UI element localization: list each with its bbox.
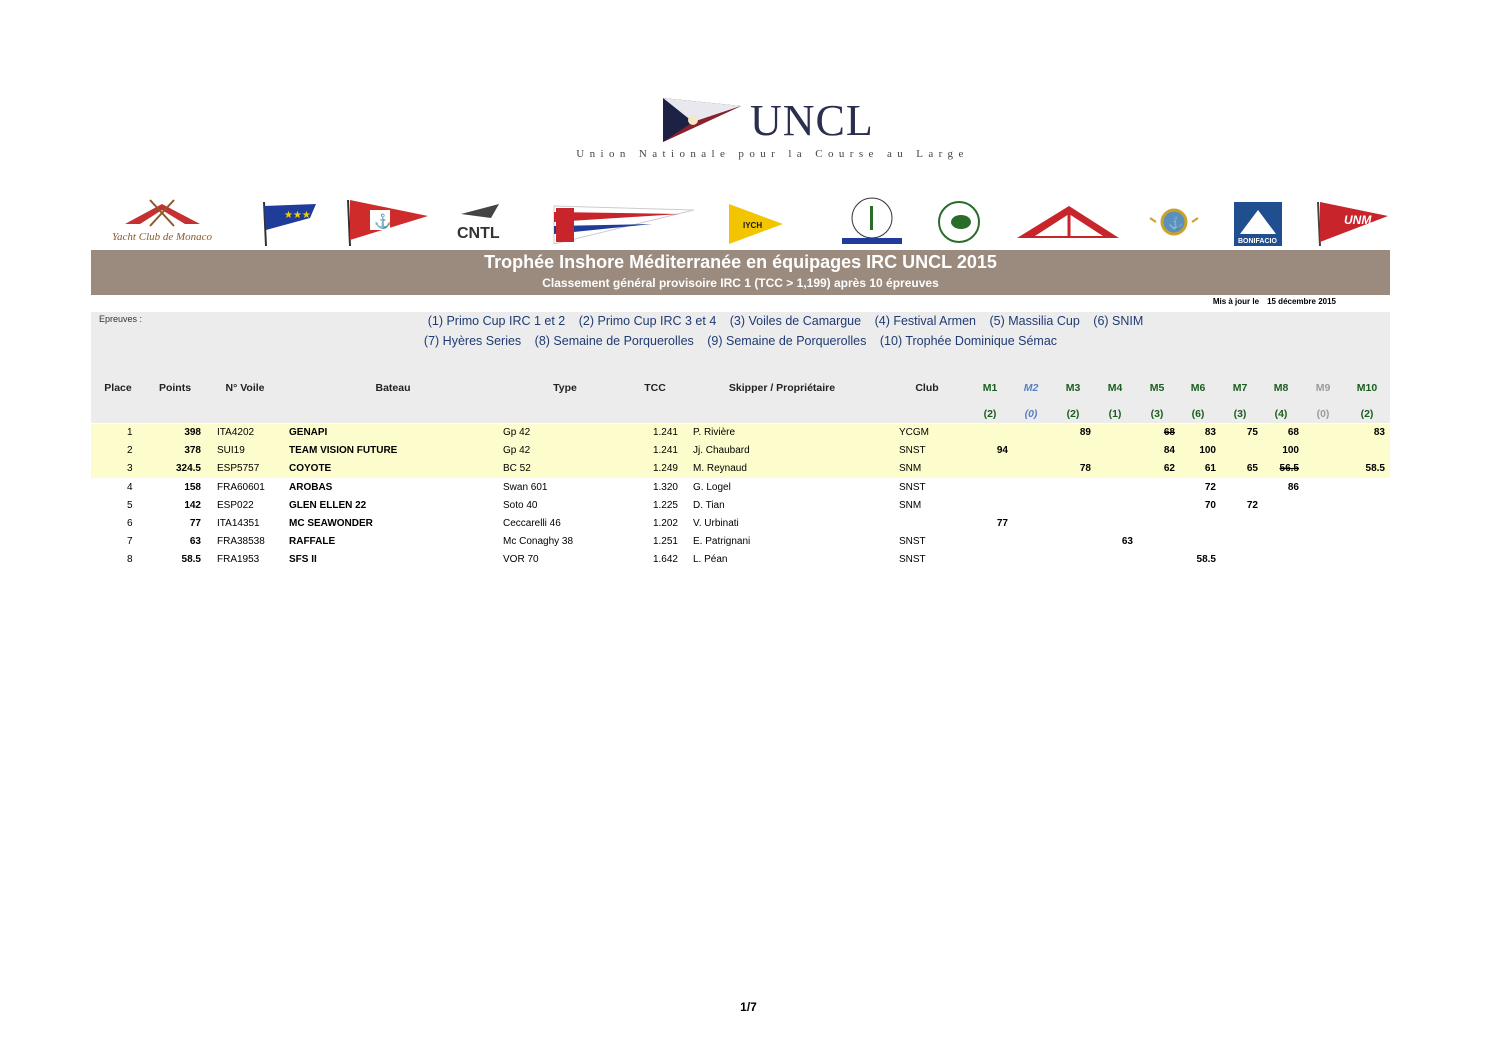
cell-tcc: 1.642 — [652, 554, 678, 566]
header-manche-6: M6 — [1190, 382, 1206, 394]
header-tcc: TCC — [644, 382, 666, 394]
uncl-burgee-icon — [663, 98, 743, 144]
cell-points: 158 — [184, 481, 201, 493]
cell-bateau: SFS II — [289, 554, 317, 566]
svg-text:★★★: ★★★ — [284, 210, 311, 221]
cell-bateau: TEAM VISION FUTURE — [289, 445, 398, 457]
cell-type: Swan 601 — [503, 481, 548, 493]
events-line-2 — [91, 334, 1390, 348]
manche-count-3: (2) — [1066, 408, 1080, 420]
svg-text:UNM: UNM — [1344, 213, 1372, 227]
manche-count-1: (2) — [983, 408, 997, 420]
header-skipper: Skipper / Propriétaire — [728, 382, 836, 394]
uncl-logo — [535, 96, 1010, 168]
cell-skipper: M. Reynaud — [693, 463, 747, 475]
cell-voile: ITA4202 — [217, 427, 255, 438]
table-row — [91, 479, 1390, 497]
header-manche-10: M10 — [1356, 382, 1378, 394]
cell-score-m6: 58.5 — [1196, 554, 1216, 566]
cell-club: SNM — [899, 499, 922, 511]
cell-place: 5 — [127, 499, 133, 511]
svg-text:⚓: ⚓ — [1168, 216, 1183, 230]
anchor-red-burgee-icon — [340, 196, 432, 248]
cell-score-m6: 100 — [1199, 445, 1216, 457]
club-burgees-row — [100, 196, 1390, 250]
cell-type: BC 52 — [503, 463, 531, 475]
cell-score-m1: 77 — [996, 518, 1008, 529]
table-row — [91, 497, 1390, 515]
header-manche-7: M7 — [1232, 382, 1248, 394]
cell-club: SNM — [899, 463, 922, 475]
cntl-logo-icon — [455, 200, 517, 248]
cell-place: 3 — [127, 463, 133, 475]
cell-type: Soto 40 — [503, 499, 538, 511]
table-row — [91, 551, 1390, 569]
cell-type: VOR 70 — [503, 554, 539, 566]
svg-text:IYCH: IYCH — [743, 221, 763, 230]
event-1: (1) Primo Cup IRC 1 et 2 — [427, 314, 566, 328]
event-9: (9) Semaine de Porquerolles — [707, 334, 867, 348]
header-manche-1: M1 — [982, 382, 998, 394]
cell-place: 1 — [127, 427, 133, 438]
manche-count-10: (2) — [1360, 408, 1374, 420]
anchor-emblem-icon — [1148, 198, 1200, 248]
header-manche-2: M2 — [1023, 382, 1039, 394]
cell-score-m8: 100 — [1282, 445, 1299, 457]
page-title: Trophée Inshore Méditerranée en équipages IRC UNCL 2015 — [484, 252, 997, 272]
cell-place: 8 — [127, 554, 133, 566]
cell-score-m8: 68 — [1287, 427, 1299, 438]
svg-text:BONIFACIO: BONIFACIO — [1238, 238, 1277, 245]
semaine-porquerolles-logo-icon — [838, 196, 906, 248]
cell-skipper: E. Patrignani — [693, 536, 751, 548]
cell-skipper: V. Urbinati — [693, 518, 739, 529]
manche-count-7: (3) — [1233, 408, 1247, 420]
cell-score-m10: 83 — [1373, 427, 1385, 438]
title-banner — [91, 250, 1390, 295]
cell-score-m7: 65 — [1246, 463, 1258, 475]
cell-bateau: MC SEAWONDER — [289, 518, 373, 529]
cell-points: 77 — [189, 518, 201, 529]
cell-voile: FRA60601 — [217, 481, 265, 493]
cell-bateau: COYOTE — [289, 463, 332, 475]
header-manche-5: M5 — [1149, 382, 1165, 394]
cell-tcc: 1.251 — [652, 536, 678, 548]
logo-name: UNCL — [750, 96, 874, 145]
cell-skipper: D. Tian — [693, 499, 725, 511]
cell-score-m6: 83 — [1204, 427, 1216, 438]
cell-points: 324.5 — [175, 463, 201, 475]
cell-score-m3: 89 — [1079, 427, 1091, 438]
cell-score-m5: 84 — [1163, 445, 1175, 457]
manche-count-5: (3) — [1150, 408, 1164, 420]
cell-type: Gp 42 — [503, 445, 531, 457]
cell-voile: ITA14351 — [217, 518, 260, 529]
cell-score-m5: 62 — [1163, 463, 1175, 475]
blue-white-red-burgee-icon — [552, 204, 697, 244]
cell-skipper: G. Logel — [693, 481, 731, 493]
cell-voile: ESP022 — [217, 499, 254, 511]
cell-place: 7 — [127, 536, 133, 548]
cell-points: 398 — [184, 427, 201, 438]
manche-count-4: (1) — [1108, 408, 1122, 420]
event-7: (7) Hyères Series — [423, 334, 522, 348]
red-cross-burgee-icon — [1015, 202, 1123, 242]
svg-text:CNTL: CNTL — [457, 225, 500, 242]
manche-count-8: (4) — [1274, 408, 1288, 420]
events-label: Epreuves : — [99, 314, 143, 324]
cell-type: Mc Conaghy 38 — [503, 536, 574, 548]
page-number: 1/7 — [740, 1000, 757, 1014]
cell-type: Gp 42 — [503, 427, 531, 438]
cell-score-m4: 63 — [1121, 536, 1133, 548]
cell-score-m10: 58.5 — [1365, 463, 1385, 475]
cell-place: 6 — [127, 518, 133, 529]
cell-club: SNST — [899, 445, 926, 457]
blue-stars-burgee-icon — [258, 200, 320, 248]
header-points: Points — [158, 382, 192, 394]
cell-points: 58.5 — [181, 554, 201, 566]
cell-club: SNST — [899, 481, 926, 493]
events-line-1 — [136, 314, 1435, 328]
cell-bateau: GENAPI — [289, 427, 328, 438]
cell-score-m8: 56.5 — [1279, 463, 1299, 475]
cell-voile: FRA1953 — [217, 554, 260, 566]
cell-points: 142 — [184, 499, 201, 511]
header-manche-9: M9 — [1315, 382, 1331, 394]
page-subtitle: Classement général provisoire IRC 1 (TCC > 1,199) après 10 épreuves — [542, 276, 939, 290]
cell-tcc: 1.225 — [652, 499, 678, 511]
cell-tcc: 1.202 — [652, 518, 678, 529]
event-4: (4) Festival Armen — [874, 314, 976, 328]
cell-skipper: Jj. Chaubard — [693, 445, 750, 457]
cell-club: SNST — [899, 536, 926, 548]
updated-label: Mis à jour le — [1212, 297, 1260, 306]
table-row — [91, 460, 1390, 478]
header-club: Club — [915, 382, 939, 394]
svg-text:Yacht Club de Monaco: Yacht Club de Monaco — [111, 231, 213, 243]
cell-club: SNST — [899, 554, 926, 566]
table-row — [91, 442, 1390, 460]
header-manche-3: M3 — [1065, 382, 1081, 394]
cell-tcc: 1.241 — [652, 445, 678, 457]
cell-score-m6: 61 — [1204, 463, 1216, 475]
cell-score-m5: 68 — [1163, 427, 1175, 438]
cell-skipper: L. Péan — [693, 554, 728, 566]
header-type: Type — [553, 382, 577, 394]
cell-place: 4 — [127, 481, 133, 493]
event-6: (6) SNIM — [1093, 314, 1144, 328]
yacht-club-monaco-burgee-icon — [100, 196, 225, 246]
cell-score-m7: 75 — [1246, 427, 1258, 438]
cell-bateau: AROBAS — [289, 481, 333, 493]
event-10: (10) Trophée Dominique Sémac — [879, 334, 1058, 348]
cell-bateau: RAFFALE — [289, 536, 336, 548]
table-row — [91, 533, 1390, 551]
cell-voile: FRA38538 — [217, 536, 265, 548]
svg-text:⚓: ⚓ — [374, 213, 392, 229]
iych-burgee-icon — [725, 202, 785, 246]
cell-club: YCGM — [899, 427, 929, 438]
cell-score-m1: 94 — [996, 445, 1008, 457]
header-manche-8: M8 — [1273, 382, 1289, 394]
manche-count-6: (6) — [1191, 408, 1205, 420]
event-2: (2) Primo Cup IRC 3 et 4 — [578, 314, 717, 328]
manche-count-2: (0) — [1024, 408, 1038, 420]
cell-tcc: 1.320 — [652, 481, 678, 493]
events-header-panel — [91, 312, 1390, 423]
cell-voile: ESP5757 — [217, 463, 260, 475]
updated-date: 15 décembre 2015 — [1267, 297, 1336, 306]
table-row — [91, 424, 1390, 442]
cell-score-m7: 72 — [1246, 499, 1258, 511]
event-3: (3) Voiles de Camargue — [729, 314, 862, 328]
manche-count-9: (0) — [1316, 408, 1330, 420]
bonifacio-logo-icon — [1232, 200, 1284, 248]
cell-skipper: P. Rivière — [693, 427, 736, 438]
header-voile: N° Voile — [225, 382, 265, 394]
logo-subtitle: Union Nationale pour la Course au Large — [576, 148, 969, 160]
header-bateau: Bateau — [375, 382, 411, 394]
header-place: Place — [104, 382, 132, 394]
circle-fish-logo-icon — [933, 198, 985, 246]
cell-tcc: 1.249 — [652, 463, 678, 475]
table-row — [91, 515, 1390, 533]
event-8: (8) Semaine de Porquerolles — [534, 334, 694, 348]
cell-score-m6: 70 — [1204, 499, 1216, 511]
cell-voile: SUI19 — [217, 445, 245, 457]
cell-tcc: 1.241 — [652, 427, 678, 438]
cell-bateau: GLEN ELLEN 22 — [289, 499, 367, 511]
event-5: (5) Massilia Cup — [989, 314, 1080, 328]
cell-type: Ceccarelli 46 — [503, 518, 561, 529]
last-updated — [1130, 297, 1336, 306]
cell-score-m3: 78 — [1079, 463, 1091, 475]
cell-place: 2 — [127, 445, 133, 457]
cell-score-m6: 72 — [1204, 481, 1216, 493]
cell-score-m8: 86 — [1287, 481, 1299, 493]
cell-points: 378 — [184, 445, 201, 457]
cell-points: 63 — [189, 536, 201, 548]
unm-burgee-icon — [1312, 198, 1390, 248]
header-manche-4: M4 — [1107, 382, 1123, 394]
